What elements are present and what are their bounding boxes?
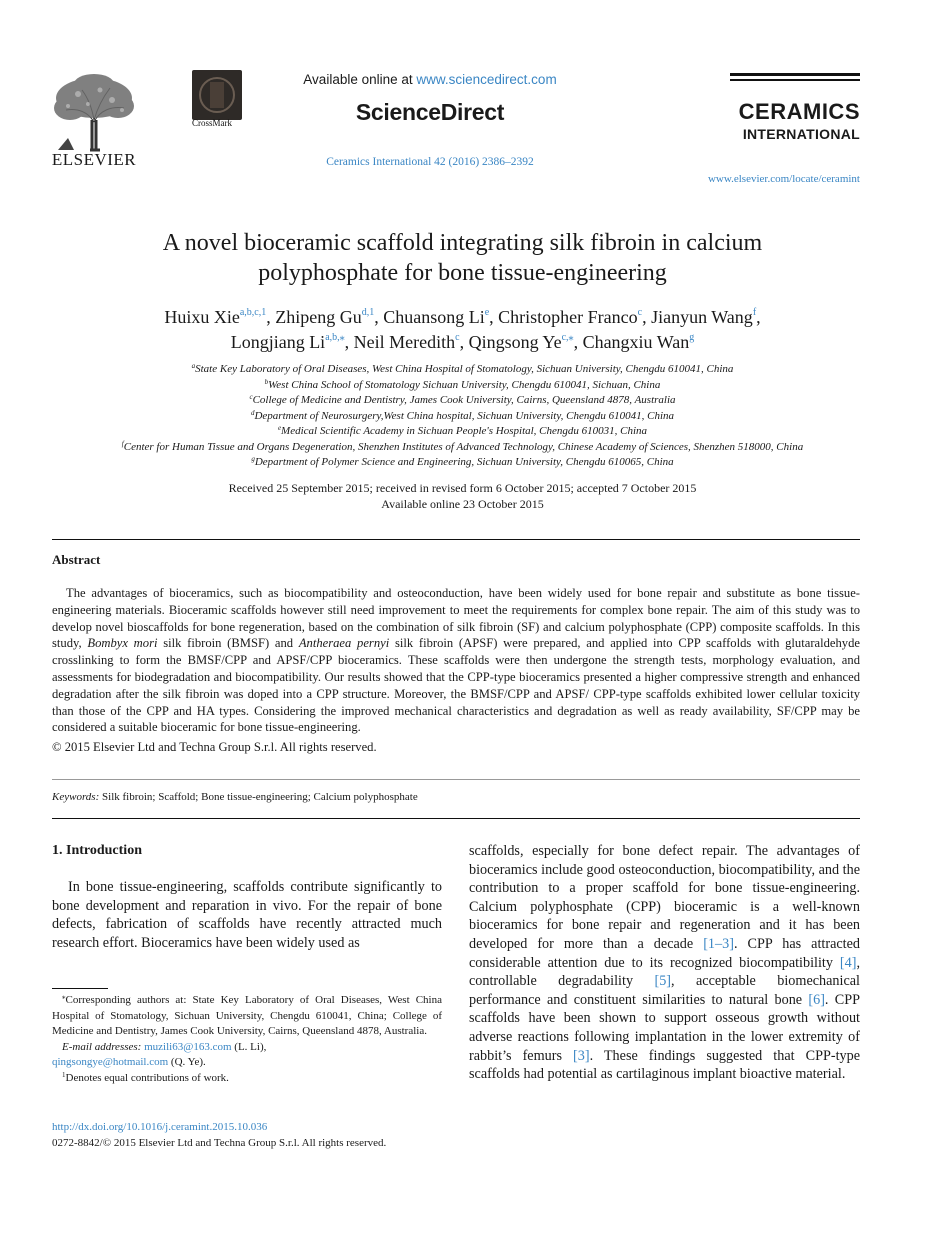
crossmark-label: CrossMark — [192, 118, 232, 128]
author-affil-link[interactable]: a,b,c,1 — [239, 307, 267, 318]
abstract-heading: Abstract — [52, 552, 101, 567]
title-line-1: A novel bioceramic scaffold integrating silk fibroin in calcium — [162, 230, 763, 256]
affiliation: $^c$College of Medicine and Dentistry, James Cook University, Cairns, Queensland 4878, Australia — [249, 393, 676, 406]
body-top-rule — [52, 818, 860, 819]
author-line-1: Huixu Xie$^{a,b,c,1}$, Zhipeng Gu$^{d,1}$, Chuansong Li$^e$, Christopher Franco$^c$, Jianyun Wang$^f$, — [164, 307, 761, 327]
author-name: Zhipeng Gu — [275, 307, 362, 327]
affiliation-list — [30, 362, 895, 471]
intro-left-column — [52, 878, 442, 952]
publisher-name: ELSEVIER — [51, 150, 137, 169]
affiliation: $^b$West China School of Stomatology Sichuan University, Chengdu 610041, Sichuan, China — [264, 377, 661, 391]
keywords-text: Silk fibroin; Scaffold; Bone tissue-engineering; Calcium polyphosphate — [99, 791, 418, 803]
equal-contribution-note: $^1$Denotes equal contributions of work. — [62, 1070, 229, 1084]
doi-link[interactable]: http://dx.doi.org/10.1016/j.ceramint.2015.10.036 — [52, 1121, 268, 1133]
author-name: Christopher Franco — [498, 307, 638, 327]
author-name: Longjiang Li — [230, 332, 326, 352]
title-line-2: polyphosphate for bone tissue-engineering — [258, 260, 667, 286]
affiliation: $^a$State Key Laboratory of Oral Diseases, West China Hospital of Stomatology, Sichuan University, Chengdu 610041, China — [191, 362, 734, 375]
author-name: Changxiu Wan — [582, 332, 690, 352]
email-note: E-mail addresses: muzili63@163.com (L. Li), — [62, 1040, 267, 1053]
online-date: Available online 23 October 2015 — [381, 496, 544, 511]
species-name: Bombyx mori — [87, 636, 158, 651]
affiliation: $^e$Medical Scientific Academy in Sichuan People's Hospital, Chengdu 610031, China — [277, 424, 648, 437]
journal-name-line1: CERAMICS — [738, 99, 860, 124]
author-affil-link[interactable]: c,⁎ — [561, 332, 574, 343]
author-name: Huixu Xie — [164, 307, 240, 327]
author-affil-link[interactable]: a,b,⁎ — [325, 332, 345, 343]
email-note-cont: qingsongye@hotmail.com (Q. Ye). — [52, 1056, 206, 1068]
keywords-rule — [52, 779, 860, 780]
species-name: Antheraea pernyi — [298, 636, 390, 651]
journal-rule-bottom — [730, 79, 860, 81]
author-list — [40, 305, 885, 355]
author-affil-link[interactable]: g — [689, 332, 695, 343]
author-name: Jianyun Wang — [651, 307, 753, 327]
footnote-star: ⁎ — [62, 993, 66, 1001]
keywords-label: Keywords: — [52, 791, 100, 803]
affiliation: $^d$Department of Neurosurgery,West China hospital, Sichuan University, Chengdu 610041, China — [250, 408, 674, 422]
abstract-top-rule — [52, 539, 860, 540]
citation-link[interactable]: [1–3] — [703, 935, 734, 952]
intro-right-column — [469, 842, 860, 1084]
corresponding-author-note: ⁎Corresponding authors at: State Key Laboratory of Oral Diseases, West China Hospital of Stomatology, Sichuan University, Chengdu 610041, China; College of Medicine and Dentistry, James Cook University, Cairns, Queensland 4878, Australia. — [52, 993, 442, 1037]
affiliation: $^g$Department of Polymer Science and Engineering, Sichuan University, Chengdu 610065, China — [251, 455, 674, 468]
email-link-ye[interactable]: qingsongye@hotmail.com — [52, 1056, 169, 1068]
received-dates: Received 25 September 2015; received in revised form 6 October 2015; accepted 7 October 2015 — [228, 481, 697, 495]
abstract-copyright: © 2015 Elsevier Ltd and Techna Group S.r.l. All rights reserved. — [52, 740, 377, 754]
author-affil-link[interactable]: f — [752, 307, 757, 318]
sciencedirect-link[interactable]: www.sciencedirect.com — [416, 72, 557, 87]
author-name: Chuansong Li — [383, 307, 485, 327]
author-affil-link[interactable]: e — [484, 307, 490, 318]
author-affil-link[interactable]: c — [455, 332, 460, 343]
footnotes — [52, 993, 442, 1086]
author-affil-link[interactable]: c — [637, 307, 643, 318]
journal-name-line2: INTERNATIONAL — [742, 126, 860, 142]
article-history — [100, 481, 825, 512]
abstract-text: The advantages of bioceramics, such as biocompatibility and osteoconduction, have been widely used for bone repair and substitute as bone tissue-engineering materials. Bioceramic scaffolds however still need improvement to meet the requirements for complex bone repair. The aim of this study was to develop novel bioscaffolds for bone regeneration, based on the combination of silk fibroin (SF) and calcium polyphosphate (CPP) composite scaffolds. In this study, Bombyx mori silk fibroin (BMSF) and Antheraea pernyi silk fibroin (APSF) were prepared, and applied into CPP scaffolds with glutaraldehyde crosslinking to form the BMSF/CPP and APSF/CPP bioceramics. These scaffolds were then undergone the strength tests, morphology evaluation, and assessments for biodegradation and biocompatibility. Our results showed that the CPP-type bioceramics presented a higher compressive strength and enhanced degradation after the silk fibroin was doped into a CPP structure. Moreover, the BMSF/CPP and APSF/ CPP-type scaffolds exhibited lower cellular toxicity than those of the CPP and HA types. Considering the improved mechanical characteristics and degradation as well as ready availability, SF/CPP may be considered a suitable bioceramic for bone tissue-engineering. — [52, 586, 860, 735]
citation-link[interactable]: [6] — [808, 991, 825, 1008]
paper-title — [60, 228, 865, 288]
citation-link[interactable]: [4] — [839, 954, 857, 971]
journal-url[interactable]: www.elsevier.com/locate/ceramint — [707, 173, 860, 185]
intro-paragraph-cont: scaffolds, especially for bone defect repair. The advantages of bioceramics include good osteoconduction, biocompatibility, and the contribution to a proper scaffold for bone tissue-engineering. Calcium polyphosphate (CPP) bioceramic is a well-known bioceramics for bone repair and regeneration and it has been developed for more than a decade [1–3]. CPP has attracted considerable attention due to its recognized biocompatibility [4], controllable degradability [5], acceptable biomechanical performance and constituent similarities to natural bone [6]. CPP scaffolds have been shown to support osseous growth without adverse reactions following implantation in the lower extremity of rabbit’s femurs [3]. These findings suggested that CPP-type scaffolds had potential as cartilaginous implant bioactive material. — [469, 843, 860, 1083]
author-name: Neil Meredith — [353, 332, 456, 352]
journal-rule-top — [730, 73, 860, 76]
intro-paragraph: In bone tissue-engineering, scaffolds contribute significantly to bone development and reparation in vivo. For the repair of bone defects, fabrication of scaffolds have recently attracted much research effort. Bioceramics have been widely used as — [52, 879, 442, 951]
author-name: Qingsong Ye — [468, 332, 562, 352]
available-prefix: Available online at — [303, 72, 417, 87]
available-online — [230, 72, 630, 87]
author-line-2: Longjiang $Li^{a,b,⁎}$, Neil Meredith$^c$, Qingsong $Ye^{c,⁎}$, Changxiu Wan$^g$ — [230, 332, 695, 352]
email-link-li[interactable]: muzili63@163.com — [144, 1040, 232, 1053]
issn-copyright: 0272-8842/© 2015 Elsevier Ltd and Techna Group S.r.l. All rights reserved. — [52, 1137, 387, 1149]
footnote-rule — [52, 988, 108, 989]
keywords — [52, 791, 418, 803]
affiliation: $^f$Center for Human Tissue and Organs Degeneration, Shenzhen Institutes of Advanced Technology, Chinese Academy of Sciences, Shenzhen 518000, China — [121, 439, 804, 453]
section-heading-introduction: 1. Introduction — [52, 843, 142, 858]
journal-citation[interactable]: Ceramics International 42 (2016) 2386–2392 — [326, 156, 534, 168]
citation-link[interactable]: [5] — [654, 973, 672, 990]
citation-link[interactable]: [3] — [573, 1047, 590, 1064]
author-affil-link[interactable]: d,1 — [361, 307, 375, 318]
sciencedirect-brand: ScienceDirect — [355, 99, 505, 125]
